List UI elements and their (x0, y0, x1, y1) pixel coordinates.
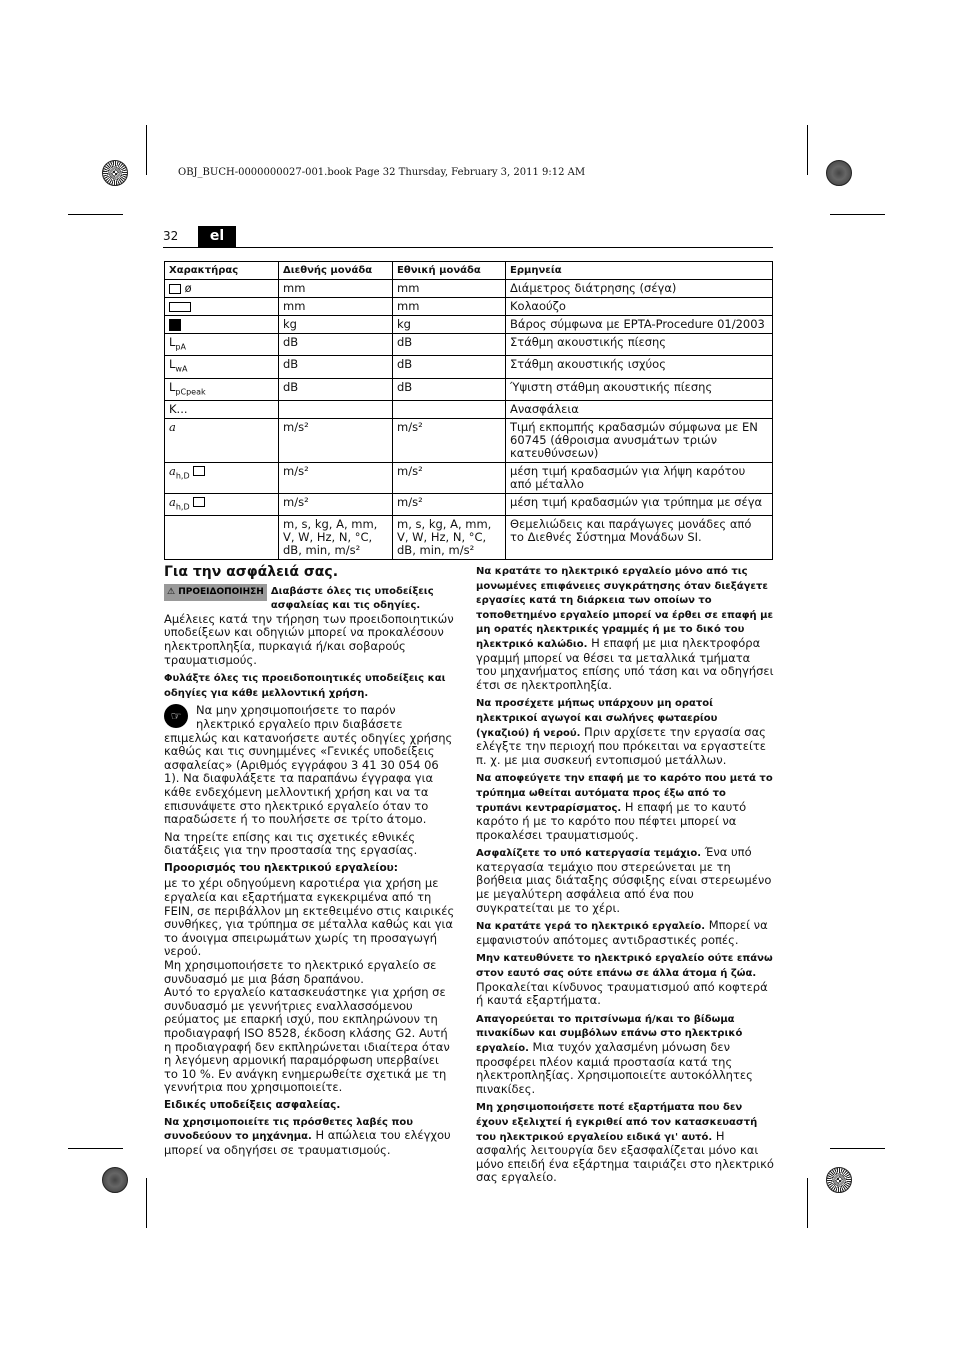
bold-text: Φυλάξτε όλες τις προειδοποιητικές υποδείξεις και οδηγίες για κάθε μελλοντική χρήση. (164, 673, 446, 699)
body-text: Μπορεί να εμφανιστούν απότομες αντιδραστικές ροπές. (476, 918, 768, 947)
registration-rosette-icon (102, 160, 128, 186)
crop-mark (807, 125, 808, 175)
paragraph (164, 671, 456, 700)
intl-unit: kg (279, 316, 393, 334)
subheading: Προορισμός του ηλεκτρικού εργαλείου: (164, 861, 398, 874)
nat-unit: mm (393, 298, 506, 316)
table-row (165, 334, 773, 356)
body-text: Η απώλεια του ελέγχου μπορεί να οδηγήσει σε τραυματισμούς. (164, 1128, 451, 1157)
symbol-sub: h,D (175, 502, 190, 512)
intl-unit: mm (279, 280, 393, 298)
meaning: Βάρος σύμφωνα με EPTA-Procedure 01/2003 (506, 316, 773, 334)
core-drill-icon (193, 466, 205, 476)
thread-icon (169, 302, 191, 312)
body-text: Η επαφή με το καυτό καρότο ή με το καρότο που πέφτει μπορεί να προκαλέσει τραυματισμούς. (476, 799, 747, 842)
body-text: Προκαλείται κίνδυνος τραυματισμού από κοφτερά ή καυτά εξαρτήματα. (476, 979, 768, 1008)
symbol: K... (165, 400, 279, 418)
header-rule (163, 247, 773, 248)
symbol: L (169, 357, 176, 372)
symbol-sub: pA (175, 342, 186, 352)
subheading: Ειδικές υποδείξεις ασφαλείας. (164, 1098, 341, 1111)
body-text: Να μην χρησιμοποιήσετε το παρόν ηλεκτρικό εργαλείο πριν διαβάσετε επιμελώς και κατανοήσετε αυτές οδηγίες χρήσης καθώς και τις συνημμένες «Γενικές υποδείξεις ασφαλείας» (Αριθμός εγγράφου 3 41 30 054 06 1). Να διαφυλάξετε τα παραπάνω έγγραφα για κάθε ενδεχόμενη μελλοντική χρήση και να τα επισυνάψετε στο ηλεκτρικό εργαλείο όταν το παραδώσετε ή το πουλήσετε σε τρίτο άτομο. (164, 703, 453, 827)
table-header: Χαρακτήρας (165, 262, 279, 280)
nat-unit: dB (393, 356, 506, 378)
crop-mark (807, 1178, 808, 1228)
table-row (165, 356, 773, 378)
nat-unit: kg (393, 316, 506, 334)
body-text: Μια τυχόν χαλασμένη μόνωση δεν προσφέρει πλέον καμιά προστασία κατά της ηλεκτροπληξίας. Χρησιμοποιείτε αυτοκόλλητες πινακίδες. (476, 1040, 753, 1096)
symbol: L (169, 379, 176, 394)
paragraph (476, 696, 774, 767)
intl-unit: dB (279, 334, 393, 356)
symbol-sub: wA (175, 364, 188, 374)
symbol: a (169, 494, 176, 509)
table-row (165, 378, 773, 400)
table-row (165, 516, 773, 560)
table-row (165, 298, 773, 316)
meaning: Θεμελιώδεις και παράγωγες μονάδες από το Διεθνές Σύστημα Μονάδων SI. (506, 516, 773, 560)
body-text: Η επαφή με μια ηλεκτροφόρα γραμμή μπορεί να θέσει τα μεταλλικά τμήματα του μηχανήματος επίσης υπό τάση και να οδηγήσει έτσι σε ηλεκτροπληξία. (476, 635, 774, 692)
crop-mark (830, 1148, 885, 1149)
crop-mark (830, 214, 885, 215)
symbol: ø (184, 281, 192, 295)
meaning: Διάμετρος διάτρησης (σέγα) (506, 280, 773, 298)
paragraph (476, 564, 774, 692)
bold-text: Μη χρησιμοποιήσετε ποτέ εξαρτήματα που δεν έχουν εξελιχτεί ή εγκριθεί από τον κατασκευαστή του ηλεκτρικού εργαλείου ειδικά γι' αυτό. (476, 1102, 758, 1143)
intl-unit: m/s² (279, 493, 393, 515)
crop-mark (68, 1148, 123, 1149)
table-row (165, 418, 773, 462)
nat-unit: dB (393, 378, 506, 400)
table-row (165, 280, 773, 298)
page-number: 32 (163, 229, 179, 243)
table-header-row (165, 262, 773, 280)
nat-unit (393, 400, 506, 418)
print-info-line: OBJ_BUCH-0000000027-001.book Page 32 Thursday, February 3, 2011 9:12 AM (178, 167, 586, 178)
paragraph: Μη χρησιμοποιήσετε το ηλεκτρικό εργαλείο σε συνδυασμό με μια βάση δραπάνου. (164, 958, 437, 986)
core-bit-icon (193, 497, 205, 507)
bold-text: Ασφαλίζετε το υπό κατεργασία τεμάχιο. (476, 848, 702, 860)
table-header: Διεθνής μονάδα (279, 262, 393, 280)
paragraph: Αυτό το εργαλείο κατασκευάστηκε για χρήση σε συνδυασμό με γεννήτριες εναλλασσόμενου ρεύματος με επαρκή ισχύ, που εκπληρώνουν τη προδιαγραφή ISO 8528, έκδοση κλάσης G2. Αυτή η προδιαγραφή δεν εκπληρώνεται ιδιαίτερα όταν η λεγόμενη αρμονική παραμόρφωση υπερβαίνει το 10 %. Εν ανάγκη ενημερωθείτε σχετικά με τη γεννήτρια που χρησιμοποιείτε. (164, 985, 450, 1095)
paragraph (476, 771, 774, 842)
section-title: Για την ασφάλειά σας. (164, 564, 339, 580)
nat-unit: m/s² (393, 493, 506, 515)
registration-rosette-icon (826, 1167, 852, 1193)
paragraph (476, 1100, 774, 1185)
bold-text: Απαγορεύεται το πριτσίνωμα ή/και το βίδωμα πινακίδων και συμβόλων επάνω στο ηλεκτρικό εργαλείο. (476, 1013, 743, 1054)
registration-rosette-icon (102, 1167, 128, 1193)
bold-text: Μην κατευθύνετε το ηλεκτρικό εργαλείο ούτε επάνω στον εαυτό σας ούτε επάνω σε άλλα άτομα ή ζώα. (476, 953, 773, 980)
spec-table (164, 261, 773, 560)
paragraph (476, 846, 774, 915)
bold-text: Να προσέχετε μήπως υπάρχουν μη ορατοί ηλεκτρικοί αγωγοί και σωλήνες φωταερίου (γκαζιού) ή νερού. (476, 698, 718, 739)
intl-unit: mm (279, 298, 393, 316)
paragraph (476, 919, 774, 947)
weight-icon (169, 319, 181, 331)
meaning: Ύψιστη στάθμη ακουστικής πίεσης (506, 378, 773, 400)
bold-text: Να αποφεύγετε την επαφή με το καρότο που μετά το τρύπημα ωθείται αυτόματα προς έξω από το τρυπάνι κεντραρίσματος. (476, 773, 773, 814)
bold-text: Να χρησιμοποιείτε τις πρόσθετες λαβές που συνοδεύουν το μηχάνημα. (164, 1116, 414, 1143)
right-column (476, 564, 774, 1189)
intl-unit: dB (279, 378, 393, 400)
body-text: Πριν αρχίσετε την εργασία σας ελέγξτε την περιοχή που πρόκειται να εργαστείτε π. χ. με μια συσκευή εντοπισμού μετάλλων. (476, 724, 766, 767)
nat-unit: m/s² (393, 462, 506, 493)
table-row (165, 493, 773, 515)
intl-unit: m/s² (279, 462, 393, 493)
paragraph (476, 1012, 774, 1097)
nat-unit: m, s, kg, A, mm, V, W, Hz, N, °C, dB, min, m/s² (393, 516, 506, 560)
body-text: Αμέλειες κατά την τήρηση των προειδοποιητικών υποδείξεων και οδηγιών μπορεί να προκαλέσουν ηλεκτροπληξία, πυρκαγιά ή/και σοβαρούς τραυματισμούς. (164, 611, 454, 667)
core-bit-icon (169, 284, 181, 294)
symbol: a (169, 463, 176, 478)
warning-badge: ⚠ ΠΡΟΕΙΔΟΠΟΙΗΣΗ (164, 584, 267, 602)
left-column (164, 566, 456, 1161)
symbol-sub: pCpeak (175, 386, 206, 396)
meaning: Ανασφάλεια (506, 400, 773, 418)
symbol-sub: h,D (175, 471, 190, 481)
intl-unit: m/s² (279, 418, 393, 462)
bold-text: Να κρατάτε το ηλεκτρικό εργαλείο μόνο από τις μονωμένες επιφάνειες συγκράτησης όταν διεξάγετε εργασίες κατά τη διάρκεια των οποίων το τοποθετημένο εργαλείο μπορεί να έρθει σε επαφή με μη ορατές ηλεκτρικές γραμμές ή με το δικό του ηλεκτρικό καλώδιο. (476, 566, 774, 650)
symbol: a (169, 419, 176, 434)
meaning: μέση τιμή κραδασμών για τρύπημα με σέγα (506, 493, 773, 515)
intl-unit: dB (279, 356, 393, 378)
meaning: μέση τιμή κραδασμών για λήψη καρότου από μέταλλο (506, 462, 773, 493)
paragraph (476, 951, 774, 1007)
paragraph (164, 1115, 456, 1158)
paragraph: Να τηρείτε επίσης και τις σχετικές εθνικές διατάξεις για την προστασία της εργασίας. (164, 829, 418, 858)
meaning: Στάθμη ακουστικής πίεσης (506, 334, 773, 356)
language-badge: el (198, 226, 236, 247)
table-header: Ερμηνεία (506, 262, 773, 280)
nat-unit: dB (393, 334, 506, 356)
meaning: Τιμή εκπομπής κραδασμών σύμφωνα με EN 60745 (άθροισμα ανυσμάτων τριών κατευθύνσεων) (506, 418, 773, 462)
table-row (165, 400, 773, 418)
body-text: Ένα υπό κατεργασία τεμάχιο που στερεώνεται με τη βοήθεια μιας διάταξης σύσφιξης είναι στερεωμένο με μεγαλύτερη ασφάλεια από ένα που συγκρατείται με το χέρι. (476, 845, 772, 915)
intl-unit: m, s, kg, A, mm, V, W, Hz, N, °C, dB, min, m/s² (279, 516, 393, 560)
body-text: Η ασφαλής λειτουργία δεν εξασφαλίζεται μόνο και μόνο επειδή ένα εξάρτημα ταιριάζει στο ηλεκτρικό σας εργαλείο. (476, 1128, 774, 1185)
intl-unit (279, 400, 393, 418)
read-manual-icon: ☞ (164, 704, 188, 728)
bold-text: Να κρατάτε γερά το ηλεκτρικό εργαλείο. (476, 921, 706, 933)
table-header: Εθνική μονάδα (393, 262, 506, 280)
crop-mark (146, 1178, 147, 1228)
symbol: L (169, 335, 176, 349)
registration-rosette-icon (826, 160, 852, 186)
nat-unit: mm (393, 280, 506, 298)
table-row (165, 316, 773, 334)
table-row (165, 462, 773, 493)
crop-mark (146, 125, 147, 175)
bold-text: Διαβάστε όλες τις υποδείξεις ασφαλείας και τις οδηγίες. (270, 585, 434, 612)
symbol (165, 516, 279, 560)
warning-paragraph (164, 584, 456, 668)
paragraph (164, 704, 456, 826)
meaning: Κολαούζο (506, 298, 773, 316)
paragraph: με το χέρι οδηγούμενη καροτιέρα για χρήση με εργαλεία και εξαρτήματα εγκεκριμένα από τη FEIN, σε περιβάλλον μη εκτεθειμένο στις καιρικές συνθήκες, για τρύπημα σε μέταλλα καθώς και για το άνοιγμα σπειρωμάτων χωρίς τη προσαγωγή νερού. (164, 876, 455, 959)
crop-mark (68, 214, 123, 215)
nat-unit: m/s² (393, 418, 506, 462)
meaning: Στάθμη ακουστικής ισχύος (506, 356, 773, 378)
